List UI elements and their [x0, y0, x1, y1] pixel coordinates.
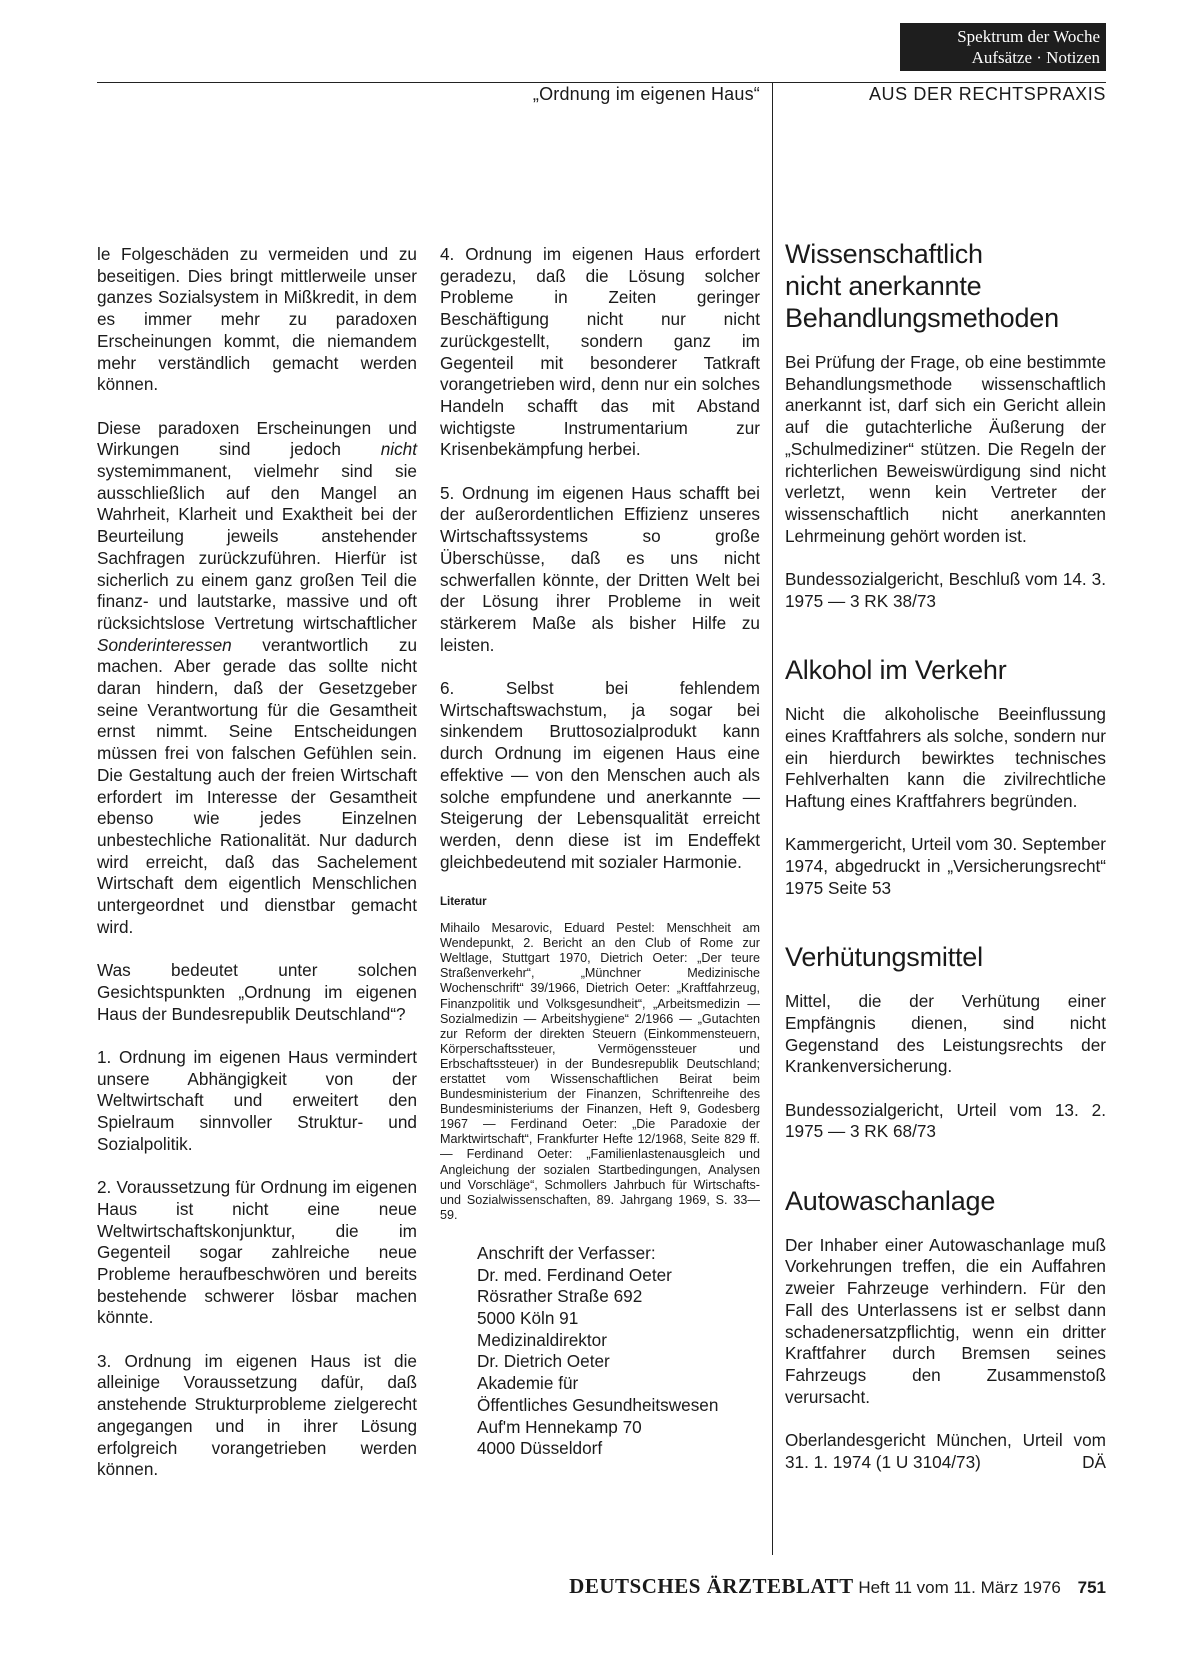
title-line: Wissenschaftlich	[785, 239, 983, 269]
note-source: Bundessozialgericht, Beschluß vom 14. 3. 1975 — 3 RK 38/73	[785, 569, 1106, 611]
title-line: nicht anerkannte	[785, 271, 982, 301]
running-title: „Ordnung im eigenen Haus“	[532, 84, 760, 104]
paragraph: 6. Selbst bei fehlendem Wirtschaftswachstum, ja sogar bei sinkendem Bruttosozialprodukt kann durch Ordnung im eigenen Haus eine effektive — von den Menschen auch als solche empfundene und anerkannte — Steigerung der Lebensqualität erreicht werden, denn diese ist im Endeffekt gleichbedeutend mit sozialer Harmonie.	[440, 678, 760, 872]
paragraph: Was bedeutet unter solchen Gesichtspunkten „Ordnung im eigenen Haus der Bundesrepublik Deutschland“?	[97, 960, 417, 1024]
note-title-car-wash: Autowaschanlage	[785, 1185, 996, 1216]
section-label: AUS DER RECHTSPRAXIS	[868, 84, 1106, 104]
note-title-alcohol: Alkohol im Verkehr	[785, 655, 1007, 686]
legal-notes-column	[785, 238, 1106, 1495]
paragraph-text: Diese paradoxen Erscheinungen und Wirkungen sind jedoch	[97, 417, 417, 460]
note-source: Bundessozialgericht, Urteil vom 13. 2. 1975 — 3 RK 68/73	[785, 1099, 1106, 1142]
note-body: Nicht die alkoholische Beeinflussung eines Kraftfahrers als solche, sondern nur ein hierdurch bewirktes technisches Fehlverhalten kann die zivilrechtliche Haftung eines Kraftfahrers begründen.	[785, 704, 1106, 811]
paragraph: 3. Ordnung im eigenen Haus ist die alleinige Voraussetzung dafür, daß anstehende Strukturprobleme zielgerecht angegangen und in ihrer Lösung erfolgreich vorangetrieben werden können.	[97, 1350, 417, 1480]
paragraph: 5. Ordnung im eigenen Haus schafft bei der außerordentlichen Effizienz unseres Wirtschaftssystems so große Überschüsse, daß es uns nicht schwerfallen könnte, der Dritten Welt bei der Lösung ihrer Probleme in weit stärkerem Maße als bisher Hilfe zu leisten.	[440, 482, 760, 655]
rubric-line-1: Spektrum der Woche	[957, 27, 1100, 46]
address-line: Auf'm Hennekamp 70	[477, 1416, 642, 1437]
address-line: Dr. med. Ferdinand Oeter	[477, 1264, 672, 1285]
address-line: 4000 Düsseldorf	[477, 1438, 603, 1459]
paragraph-text: verantwortlich zu machen. Aber gerade das sollte nicht daran hindern, daß der Gesetzgeber seine Verantwortung für die Gesamtheit ernst nimmt. Seine Entscheidungen müssen frei von falschen Gefühlen sein. Die Gestaltung auch der freien Wirtschaft erfordert im Interesse der Gesamtheit ebenso wie jedes Einzelnen unbestechliche Rationalität. Nur dadurch wird erreicht, daß das Sachelement Wirtschaft dem eigentlich Menschlichen untergeordnet und dienstbar gemacht wird.	[97, 634, 417, 937]
author-address	[477, 1243, 760, 1460]
paragraph: le Folgeschäden zu vermeiden und zu beseitigen. Dies bringt mittlerweile unser ganzes Sozialsystem in Mißkredit, in dem es immer mehr zu paradoxen Erscheinungen kommt, die niemandem mehr verständlich gemacht werden können.	[97, 244, 417, 395]
rubric-badge	[900, 23, 1106, 71]
author-initials: DÄ	[1082, 1451, 1106, 1472]
note-source	[785, 1430, 1106, 1473]
paragraph: 4. Ordnung im eigenen Haus erfordert geradezu, daß die Lösung solcher Probleme in Zeiten geringer Beschäftigung nicht nur nicht zurückgestellt, sondern ganz im Gegenteil mit besonderer Tatkraft vorangetrieben wird, denn nur ein solches Handeln schafft das mit Abstand wichtigste Instrumentarium zur Krisenbekämpfung herbei.	[440, 244, 760, 460]
note-source: Kammergericht, Urteil vom 30. September 1974, abgedruckt in „Versicherungsrecht“ 1975 Seite 53	[785, 834, 1106, 898]
header-rule	[97, 82, 1106, 83]
address-line: Rösrather Straße 692	[477, 1286, 643, 1307]
address-line: Öffentliches Gesundheitswesen	[477, 1394, 719, 1415]
paragraph	[97, 418, 417, 939]
emphasis: nicht	[380, 439, 417, 460]
address-line: Dr. Dietrich Oeter	[477, 1351, 610, 1372]
address-line: Akademie für	[477, 1373, 579, 1394]
paragraph-text: systemimmanent, vielmehr sind sie ausschließlich auf den Mangel an Wahrheit, Klarheit und Exaktheit bei der Beurteilung jeweils anstehender Sachfragen zurückzuführen. Hierfür ist sicherlich zu einem ganz großen Teil die finanz- und lautstarke, massive und oft rücksichtslose Vertretung wirtschaftlicher	[97, 461, 417, 633]
address-line: Anschrift der Verfasser:	[477, 1242, 656, 1263]
column-divider	[772, 82, 773, 1555]
issue-info: Heft 11 vom 11. März 1976	[858, 1578, 1061, 1597]
note-body: Der Inhaber einer Autowaschanlage muß Vorkehrungen treffen, die ein Auffahren zweier Fahrzeuge verhindern. Für den Fall des Unterlassens ist er selbst dann schadenersatzpflichtig, wenn ein dritter Kraftfahrer durch Bremsen seines Fahrzeugs den Zusammenstoß verursacht.	[785, 1234, 1106, 1407]
literature-references: Mihailo Mesarovic, Eduard Pestel: Menschheit am Wendepunkt, 2. Bericht an den Club of Rome zur Weltlage, Stuttgart 1970, Dietrich Oeter: „Der teure Straßenverkehr“, „Münchner Medizinische Wochenschrift“ 39/1966, Dietrich Oeter: „Kraftfahrzeug, Finanzpolitik und Volksgesundheit“, „Arbeitsmedizin — Sozialmedizin — Arbeitshygiene“ 2/1966 — „Gutachten zur Reform der direkten Steuern (Einkommensteuern, Körperschaftssteuer, Vermögenssteuer und Erbschaftssteuer) in der Bundesrepublik Deutschland; erstattet vom Wissenschaftlichen Beirat beim Bundesministerium der Finanzen, Schriftenreihe des Bundesministeriums der Finanzen, Heft 9, Godesberg 1967 — Ferdinand Oeter: „Die Paradoxie der Marktwirtschaft“, Frankfurter Hefte 12/1968, Seite 829 ff. — Ferdinand Oeter: „Familienlastenausgleich und Angleichung der sozialen Startbedingungen, Analysen und Vorschläge“, Schmollers Jahrbuch für Wirtschafts- und Sozialwissenschaften, 89. Jahrgang 1969, S. 33—59.	[440, 921, 760, 1222]
note-title-treatment-methods	[785, 238, 1106, 334]
address-line: Medizinaldirektor	[477, 1329, 607, 1350]
page-footer	[480, 1574, 1106, 1599]
emphasis: Sonderinteressen	[97, 634, 232, 655]
rubric-line-2: Aufsätze · Notizen	[971, 48, 1100, 67]
paragraph: 1. Ordnung im eigenen Haus vermindert unsere Abhängigkeit von der Weltwirtschaft und erweitert den Spielraum sinnvoller Struktur- und Sozialpolitik.	[97, 1046, 417, 1154]
page-number: 751	[1077, 1578, 1106, 1597]
note-title-contraceptives: Verhütungsmittel	[785, 942, 983, 973]
article-column-1	[97, 244, 417, 1503]
address-line: 5000 Köln 91	[477, 1308, 579, 1329]
note-body: Bei Prüfung der Frage, ob eine bestimmte Behandlungsmethode wissenschaftlich anerkannt ist, darf sich ein Gericht allein auf die gutachterliche Äußerung der „Schulmediziner“ stützen. Die Regeln der richterlichen Beweiswürdigung sind nicht verletzt, wenn kein Vertreter der wissenschaftlich nicht anerkannten Lehrmeinung gehört worden ist.	[785, 352, 1106, 546]
title-line: Behandlungsmethoden	[785, 303, 1059, 333]
note-body: Mittel, die der Verhütung einer Empfängnis dienen, sind nicht Gegenstand des Leistungsrechts der Krankenversicherung.	[785, 991, 1106, 1077]
journal-name: DEUTSCHES ÄRZTEBLATT	[569, 1574, 854, 1598]
article-column-2	[440, 244, 760, 1460]
paragraph: 2. Voraussetzung für Ordnung im eigenen Haus ist nicht eine neue Weltwirtschaftskonjunktur, die im Gegenteil sogar zahlreiche neue Probleme heraufbeschwören und bereits bestehende schwerer lösbar machen könnte.	[97, 1177, 417, 1328]
literature-heading: Literatur	[440, 896, 487, 909]
source-text: Oberlandesgericht München, Urteil vom 31. 1. 1974 (1 U 3104/73)	[785, 1430, 1106, 1472]
